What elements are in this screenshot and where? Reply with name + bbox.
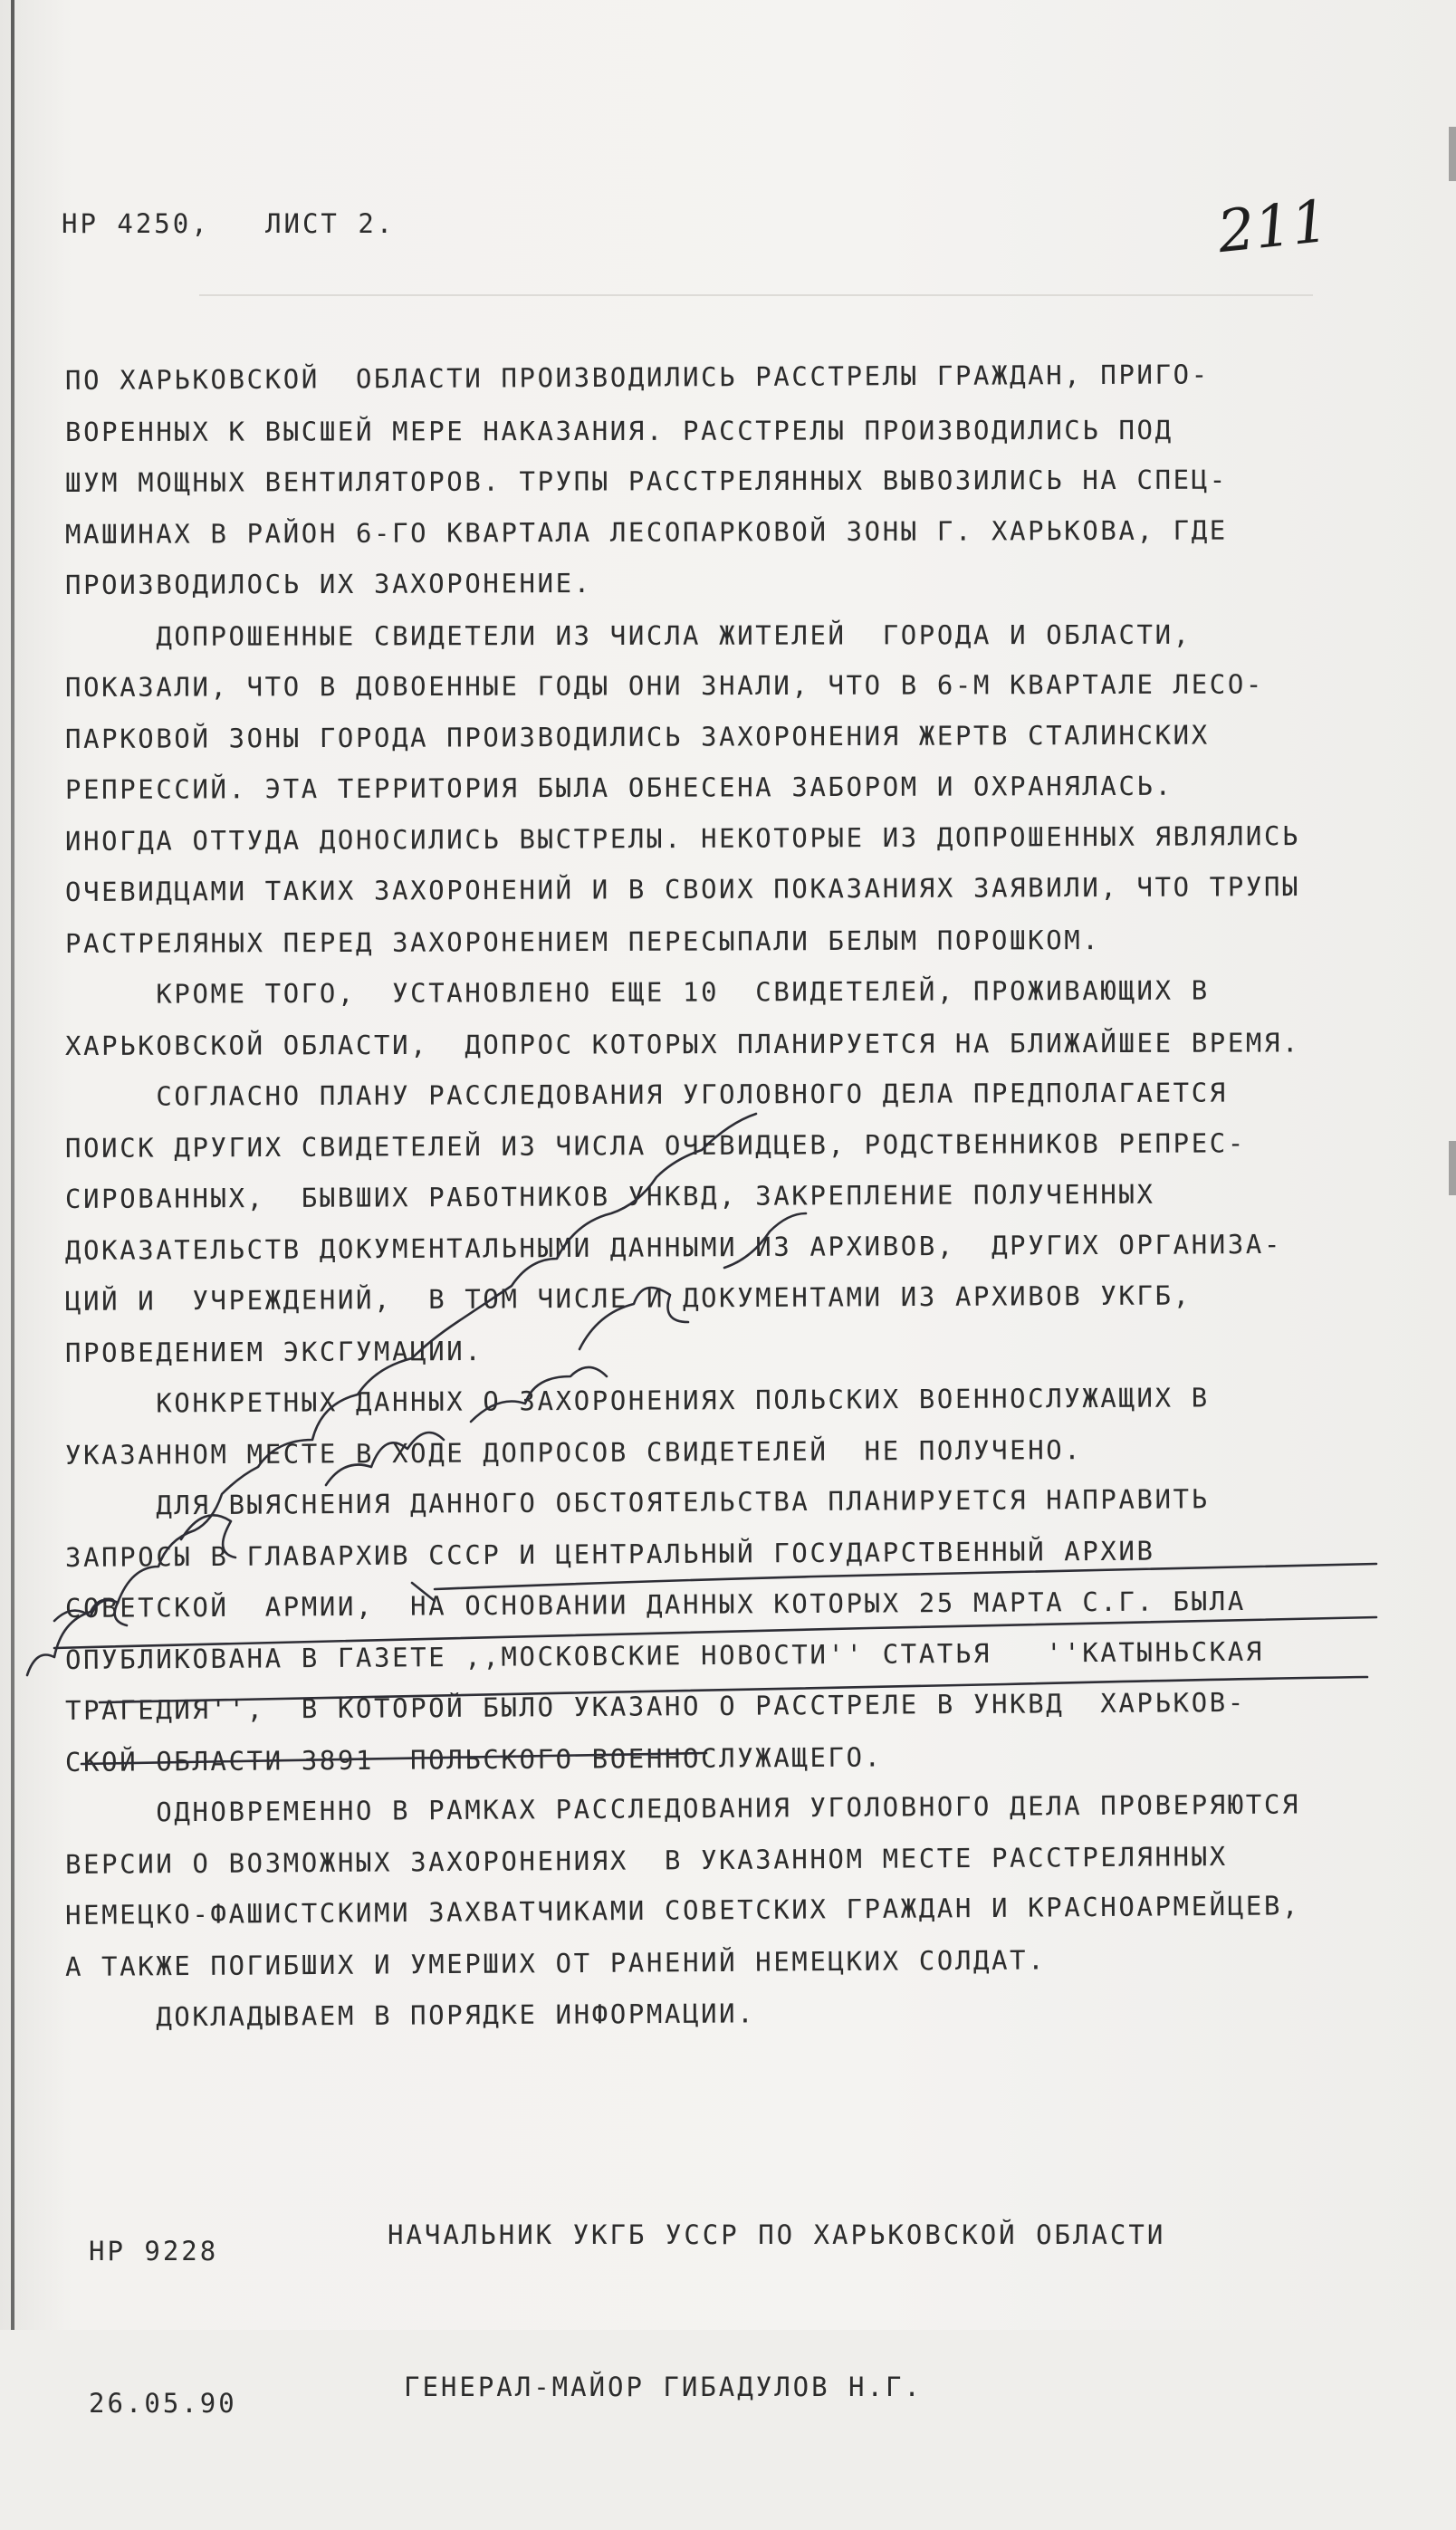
body-line: ПРОВЕДЕНИЕМ ЭКСГУМАЦИИ. <box>64 1335 484 1368</box>
footer-left <box>89 2124 237 2530</box>
footer-title: НАЧАЛЬНИК УКГБ УССР ПО ХАРЬКОВСКОЙ ОБЛАСТИ <box>388 2219 1166 2250</box>
body-line: ПАРКОВОЙ ЗОНЫ ГОРОДА ПРОИЗВОДИЛИСЬ ЗАХОРОНЕНИЯ ЖЕРТВ СТАЛИНСКИХ <box>64 719 1210 754</box>
body-line: ДЛЯ ВЫЯСНЕНИЯ ДАННОГО ОБСТОЯТЕЛЬСТВА ПЛАНИРУЕТСЯ НАПРАВИТЬ <box>64 1483 1210 1521</box>
body-line: СКОЙ ОБЛАСТИ 3891 ПОЛЬСКОГО ВОЕННОСЛУЖАЩЕГО. <box>64 1740 883 1778</box>
body-line: ВОРЕННЫХ К ВЫСШЕЙ МЕРЕ НАКАЗАНИЯ. РАССТРЕЛЫ ПРОИЗВОДИЛИСЬ ПОД <box>64 414 1173 447</box>
body-line: ПОИСК ДРУГИХ СВИДЕТЕЛЕЙ ИЗ ЧИСЛА ОЧЕВИДЦЕВ, РОДСТВЕННИКОВ РЕПРЕС- <box>64 1126 1246 1164</box>
page-header: НР 4250, ЛИСТ 2. <box>62 208 396 239</box>
body-line: ТРАГЕДИЯ'', В КОТОРОЙ БЫЛО УКАЗАНО О РАССТРЕЛЕ В УНКВД ХАРЬКОВ- <box>64 1686 1246 1726</box>
body-line: ДОКАЗАТЕЛЬСТВ ДОКУМЕНТАЛЬНЫМИ ДАННЫМИ ИЗ АРХИВОВ, ДРУГИХ ОРГАНИЗА- <box>64 1228 1283 1266</box>
body-line: ШУМ МОЩНЫХ ВЕНТИЛЯТОРОВ. ТРУПЫ РАССТРЕЛЯННЫХ ВЫВОЗИЛИСЬ НА СПЕЦ- <box>64 464 1228 498</box>
body-line: НЕМЕЦКО-ФАШИСТСКИМИ ЗАХВАТЧИКАМИ СОВЕТСКИХ ГРАЖДАН И КРАСНОАРМЕЙЦЕВ, <box>64 1890 1301 1931</box>
footer-name: ГЕНЕРАЛ-МАЙОР ГИБАДУЛОВ Н.Г. <box>404 2372 923 2402</box>
body-line: ОДНОВРЕМЕННО В РАМКАХ РАССЛЕДОВАНИЯ УГОЛОВНОГО ДЕЛА ПРОВЕРЯЮТСЯ <box>64 1788 1301 1828</box>
body-text <box>65 355 1432 2044</box>
handwritten-page-number: 211 <box>1214 187 1332 267</box>
body-line: СИРОВАННЫХ, БЫВШИХ РАБОТНИКОВ УНКВД, ЗАКРЕПЛЕНИЕ ПОЛУЧЕННЫХ <box>64 1178 1155 1214</box>
body-line: ЦИЙ И УЧРЕЖДЕНИЙ, В ТОМ ЧИСЛЕ И ДОКУМЕНТАМИ ИЗ АРХИВОВ УКГБ, <box>64 1279 1192 1317</box>
body-line: ДОКЛАДЫВАЕМ В ПОРЯДКЕ ИНФОРМАЦИИ. <box>64 1998 756 2033</box>
body-line: УКАЗАННОМ МЕСТЕ В ХОДЕ ДОПРОСОВ СВИДЕТЕЛЕЙ НЕ ПОЛУЧЕНО. <box>64 1433 1083 1471</box>
footer-date: 26.05.90 <box>89 2388 237 2419</box>
body-line: ОПУБЛИКОВАНА В ГАЗЕТЕ ,,МОСКОВСКИЕ НОВОСТИ'' СТАТЬЯ ''КАТЫНЬСКАЯ <box>64 1635 1265 1675</box>
body-line: ИНОГДА ОТТУДА ДОНОСИЛИСЬ ВЫСТРЕЛЫ. НЕКОТОРЫЕ ИЗ ДОПРОШЕННЫХ ЯВЛЯЛИСЬ <box>64 819 1301 857</box>
binding-edge <box>11 0 14 2330</box>
body-line: МАШИНАХ В РАЙОН 6-ГО КВАРТАЛА ЛЕСОПАРКОВОЙ ЗОНЫ Г. ХАРЬКОВА, ГДЕ <box>64 514 1228 550</box>
body-line: ПО ХАРЬКОВСКОЙ ОБЛАСТИ ПРОИЗВОДИЛИСЬ РАССТРЕЛЫ ГРАЖДАН, ПРИГО- <box>64 359 1210 396</box>
body-line: РАСТРЕЛЯНЫХ ПЕРЕД ЗАХОРОНЕНИЕМ ПЕРЕСЫПАЛИ БЕЛЫМ ПОРОШКОМ. <box>64 924 1101 959</box>
body-line: ОЧЕВИДЦАМИ ТАКИХ ЗАХОРОНЕНИЙ И В СВОИХ ПОКАЗАНИЯХ ЗАЯВИЛИ, ЧТО ТРУПЫ <box>64 871 1301 907</box>
edge-mark <box>1449 127 1456 181</box>
body-line: КРОМЕ ТОГО, УСТАНОВЛЕНО ЕЩЕ 10 СВИДЕТЕЛЕЙ, ПРОЖИВАЮЩИХ В <box>64 974 1210 1010</box>
body-line: А ТАКЖЕ ПОГИБШИХ И УМЕРШИХ ОТ РАНЕНИЙ НЕМЕЦКИХ СОЛДАТ. <box>64 1943 1047 1982</box>
body-line: СОГЛАСНО ПЛАНУ РАССЛЕДОВАНИЯ УГОЛОВНОГО ДЕЛА ПРЕДПОЛАГАЕТСЯ <box>64 1077 1228 1112</box>
body-line: ЗАПРОСЫ В ГЛАВАРХИВ СССР И ЦЕНТРАЛЬНЫЙ ГОСУДАРСТВЕННЫЙ АРХИВ <box>64 1535 1155 1573</box>
body-line: КОНКРЕТНЫХ ДАННЫХ О ЗАХОРОНЕНИЯХ ПОЛЬСКИХ ВОЕННОСЛУЖАЩИХ В <box>64 1382 1210 1419</box>
body-line: РЕПРЕССИЙ. ЭТА ТЕРРИТОРИЯ БЫЛА ОБНЕСЕНА ЗАБОРОМ И ОХРАНЯЛАСЬ. <box>64 770 1173 805</box>
body-line: ХАРЬКОВСКОЙ ОБЛАСТИ, ДОПРОС КОТОРЫХ ПЛАНИРУЕТСЯ НА БЛИЖАЙШЕЕ ВРЕМЯ. <box>64 1026 1301 1061</box>
footer-ref: НР 9228 <box>89 2236 219 2266</box>
footer-signature-block <box>388 2108 1165 2514</box>
body-line: СОВЕТСКОЙ АРМИИ, НА ОСНОВАНИИ ДАННЫХ КОТОРЫХ 25 МАРТА С.Г. БЫЛА <box>64 1586 1246 1624</box>
body-line: ДОПРОШЕННЫЕ СВИДЕТЕЛИ ИЗ ЧИСЛА ЖИТЕЛЕЙ ГОРОДА И ОБЛАСТИ, <box>64 618 1192 652</box>
body-line: ПОКАЗАЛИ, ЧТО В ДОВОЕННЫЕ ГОДЫ ОНИ ЗНАЛИ, ЧТО В 6-М КВАРТАЛЕ ЛЕСО- <box>64 668 1264 703</box>
body-line: ПРОИЗВОДИЛОСЬ ИХ ЗАХОРОНЕНИЕ. <box>64 567 592 600</box>
edge-mark <box>1449 1141 1456 1195</box>
body-line: ВЕРСИИ О ВОЗМОЖНЫХ ЗАХОРОНЕНИЯХ В УКАЗАННОМ МЕСТЕ РАССТРЕЛЯННЫХ <box>64 1840 1228 1880</box>
